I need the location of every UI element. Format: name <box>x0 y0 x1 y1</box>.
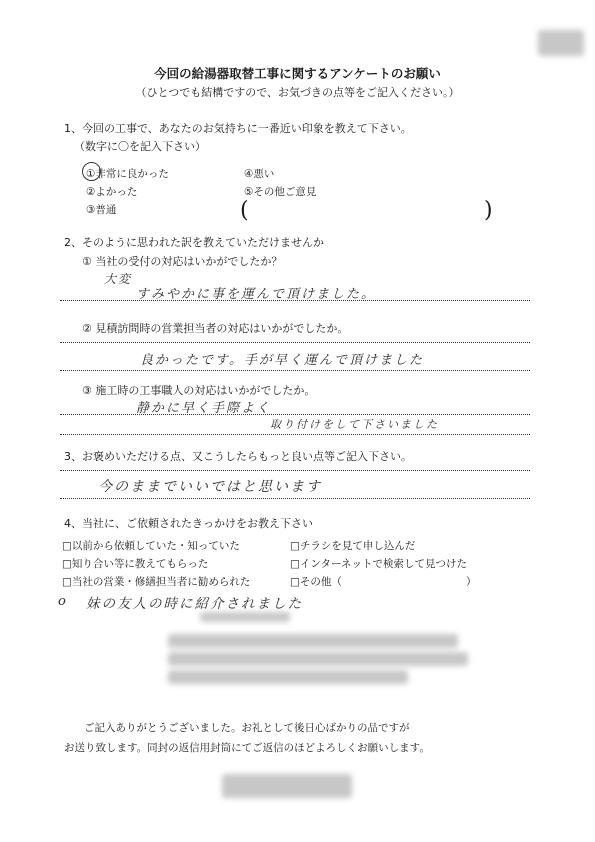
q1-option-good[interactable]: ②よかった <box>86 186 138 198</box>
q2-answer1-prefix: 大変 <box>104 272 133 286</box>
q1-note: （数字に〇を記入下さい） <box>74 140 206 153</box>
q4-handwritten-answer: 妹の友人の時に紹介されました <box>86 596 303 612</box>
answer-line <box>60 434 530 435</box>
redacted-text <box>168 634 458 648</box>
q1-other-paren-open: ( <box>240 198 249 223</box>
q2-question: 2、そのように思われた訳を教えていただけませんか <box>64 236 324 249</box>
redacted-text <box>200 612 290 622</box>
survey-title: 今回の給湯器取替工事に関するアンケートのお願い <box>154 66 441 81</box>
q2-sub1: ① 当社の受付の対応はいかがでしたか？ <box>82 255 283 268</box>
q1-option-other[interactable]: ⑤その他ご意見 <box>244 186 317 198</box>
q4-option-known-before[interactable]: □以前から依頼していた・知っていた <box>62 540 240 552</box>
q4-option-referral[interactable]: □知り合い等に教えてもらった <box>62 558 209 570</box>
footer-line2: お送り致します。同封の返信用封筒にてご返信のほどよろしくお願いします。 <box>64 742 430 754</box>
q4-handwritten-mark: o <box>58 594 68 609</box>
q1-option-bad[interactable]: ④悪い <box>244 168 275 180</box>
redacted-text <box>168 652 468 666</box>
q2-answer2: 良かったです。手が早く運んで頂けました <box>140 353 424 368</box>
redacted-signature <box>222 774 352 798</box>
answer-line <box>60 414 530 415</box>
q4-question: 4、当社に、ご依頼されたきっかけをお教え下さい <box>64 517 313 530</box>
q3-answer: 今のままでいいではと思います <box>98 479 322 495</box>
q1-other-paren-close: ) <box>484 198 493 223</box>
q4-option-internet[interactable]: □インターネットで検索して見つけた <box>290 558 467 570</box>
q1-option-normal[interactable]: ③普通 <box>86 204 117 216</box>
answer-line <box>60 498 530 499</box>
q4-option-other[interactable]: □その他（ <box>290 576 342 588</box>
q4-other-close: ） <box>466 576 477 588</box>
answer-line <box>60 470 530 471</box>
q4-option-flyer[interactable]: □チラシを見て申し込んだ <box>290 540 416 552</box>
footer-line1: ご記入ありがとうございました。お礼として後日心ばかりの品ですが <box>84 722 410 734</box>
answer-line <box>60 342 530 343</box>
q2-sub3: ③ 施工時の工事職人の対応はいかがでしたか。 <box>82 384 316 397</box>
q2-answer3b: 取り付けをして下さいました <box>270 418 439 431</box>
q3-question: 3、お褒めいただける点、又こうしたらもっと良い点等ご記入下さい。 <box>64 450 412 463</box>
redacted-stamp <box>538 30 584 56</box>
q4-option-sales-recommend[interactable]: □当社の営業・修繕担当者に勧められた <box>62 576 251 588</box>
survey-subtitle: （ひとつでも結構ですので、お気づきの点等をご記入ください。） <box>135 86 460 99</box>
answer-line <box>60 370 530 371</box>
answer-line <box>60 300 530 301</box>
q1-option-very-good[interactable]: ①非常に良かった <box>86 168 169 180</box>
q2-answer3a: 静かに早く手際よく <box>136 401 272 416</box>
q2-answer1: すみやかに事を運んで頂けました。 <box>136 287 377 302</box>
redacted-text <box>168 670 408 684</box>
selected-circle-mark <box>82 162 101 181</box>
q1-question: 1、今回の工事で、あなたのお気持ちに一番近い印象を教えて下さい。 <box>64 122 412 135</box>
q2-sub2: ② 見積訪問時の営業担当者の対応はいかがでしたか。 <box>82 322 349 335</box>
